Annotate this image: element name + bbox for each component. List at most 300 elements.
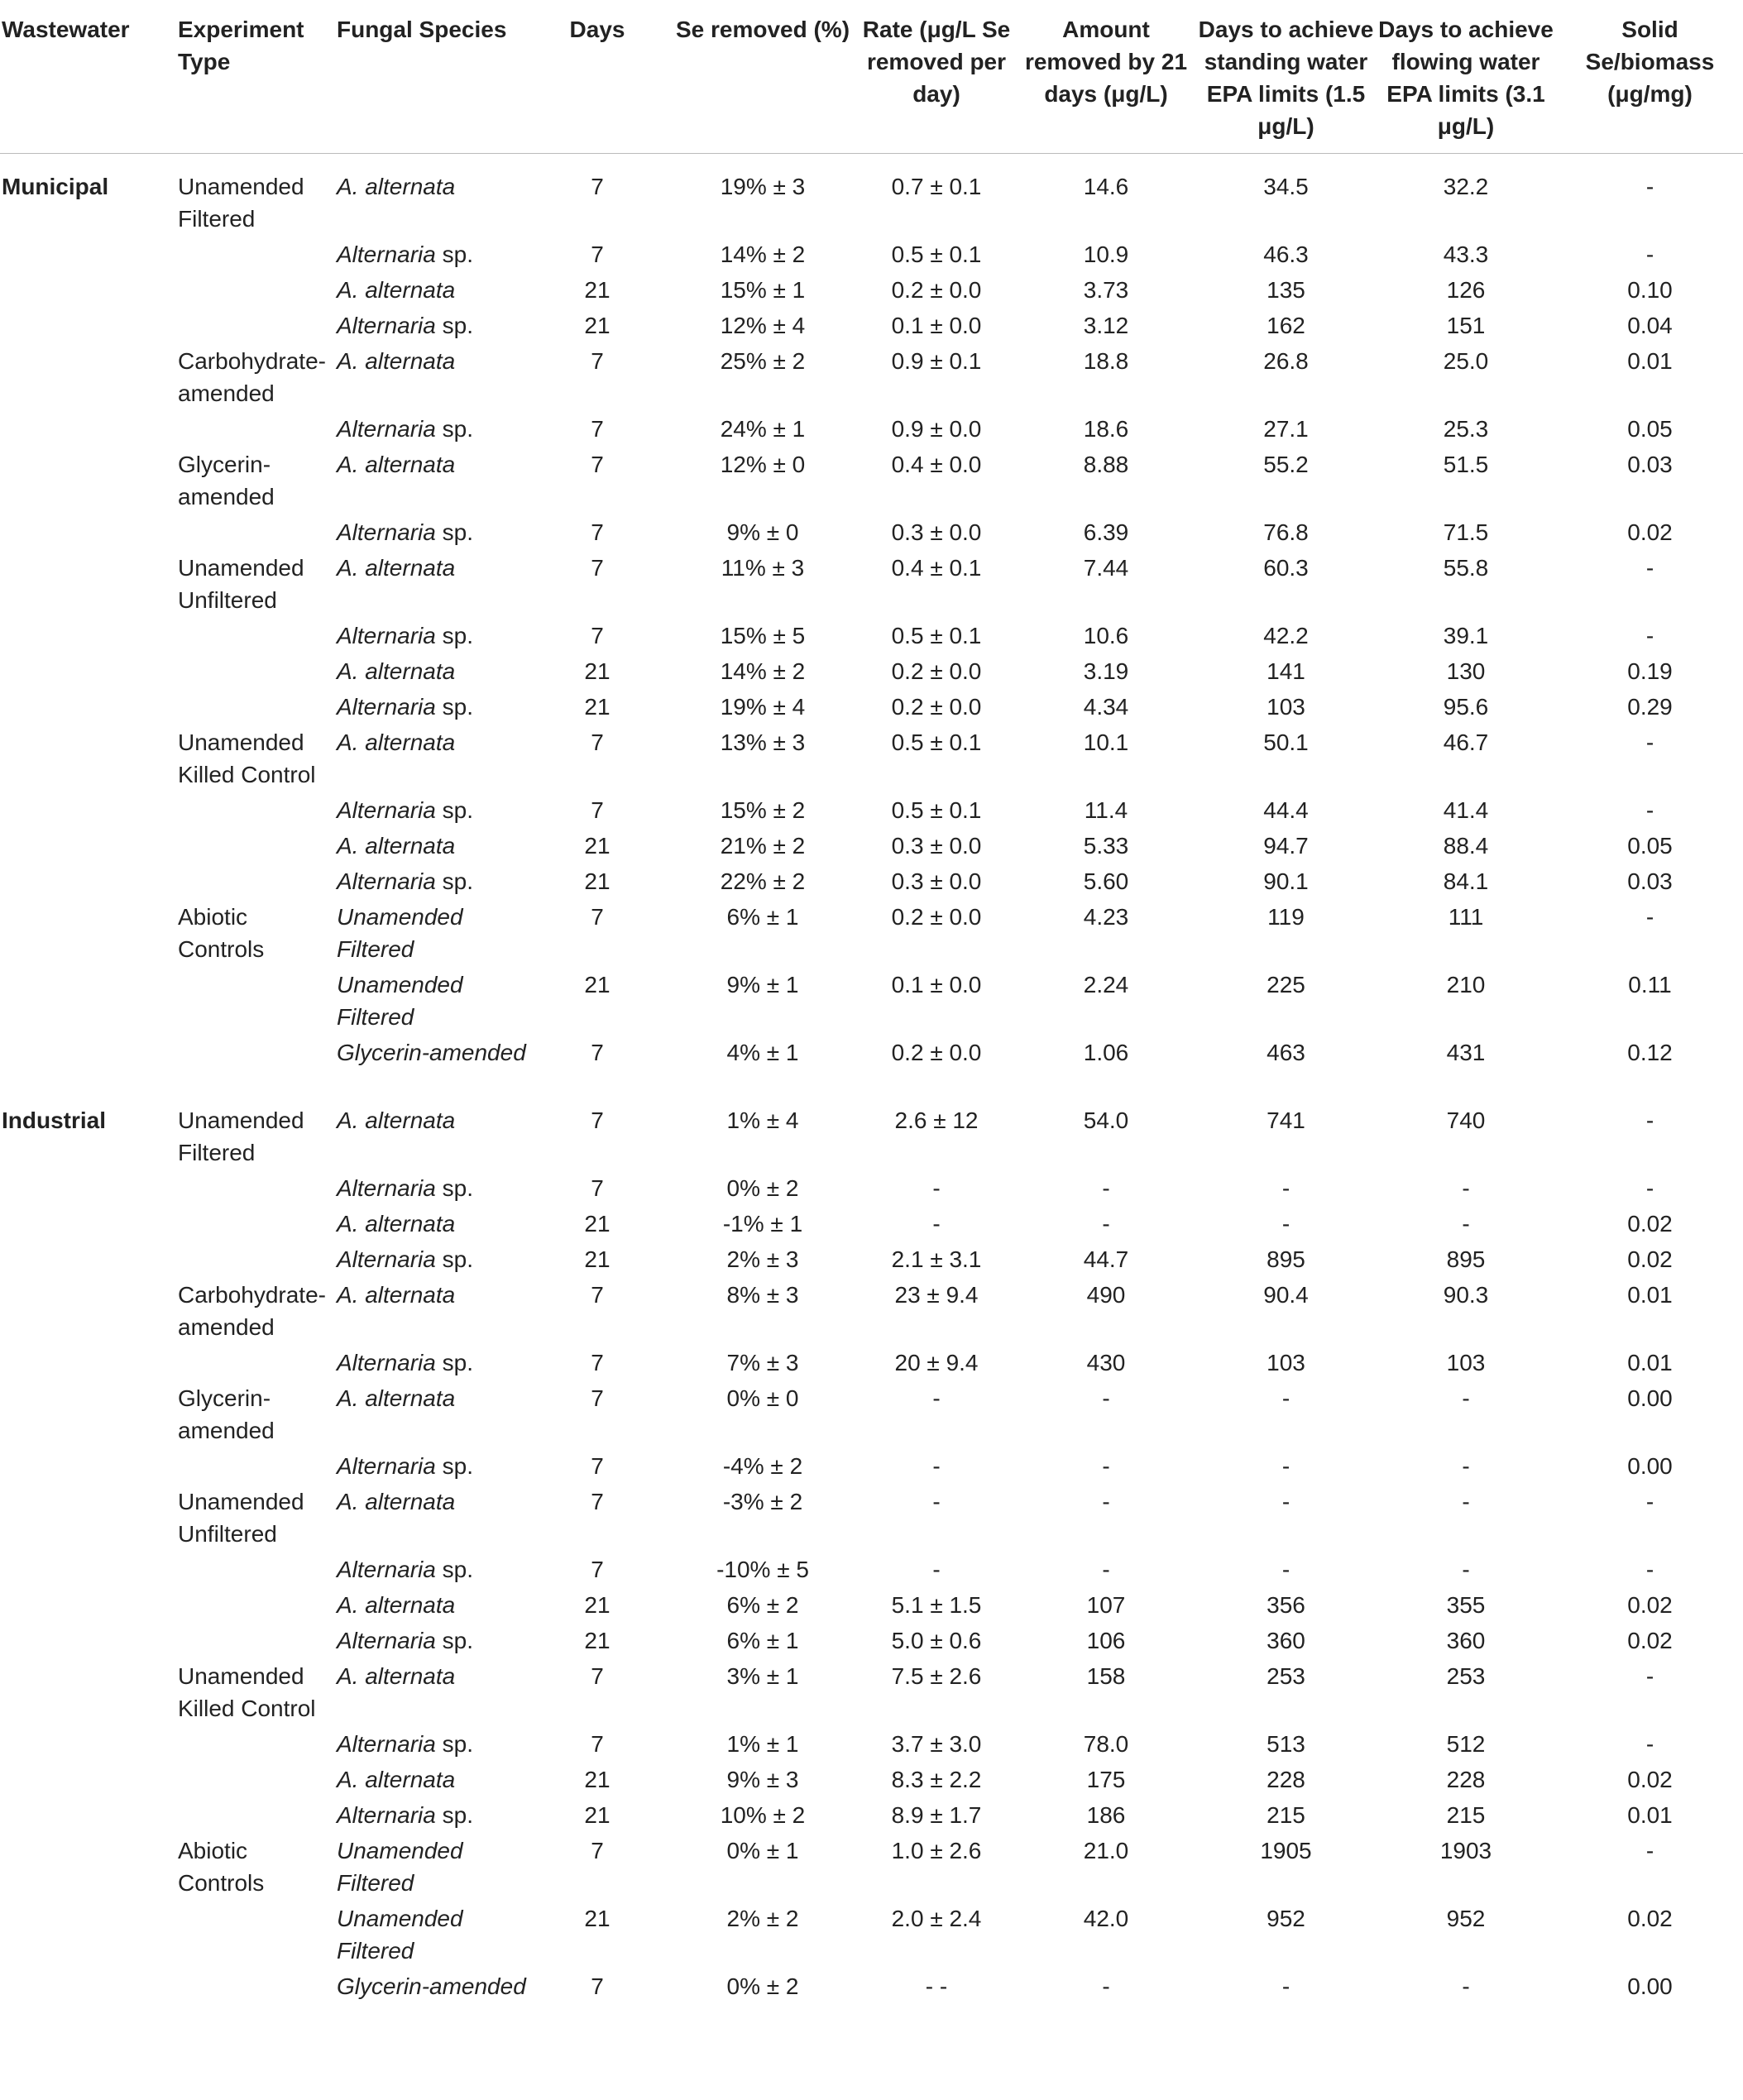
cell-amount-removed: 10.1 (1083, 729, 1129, 755)
cell-rate: 0.2 ± 0.0 (891, 904, 982, 930)
cell-fungal-species (337, 345, 527, 413)
cell-solid-se: 0.05 (1627, 833, 1673, 859)
cell-days-flowing: 111 (1448, 904, 1484, 930)
cell-days: 21 (584, 1802, 611, 1828)
cell-amount-removed: 107 (1086, 1592, 1126, 1618)
cell-days: 7 (591, 1838, 604, 1863)
cell-days-flowing: 151 (1446, 313, 1486, 338)
cell-experiment-type (178, 830, 337, 865)
cell-rate: 8.9 ± 1.7 (891, 1802, 982, 1828)
cell-amount-removed: 21.0 (1083, 1838, 1129, 1863)
cell-days-flowing: 25.0 (1443, 348, 1489, 374)
cell-amount-removed: 18.6 (1083, 416, 1129, 442)
cell-days: 7 (591, 729, 604, 755)
cell-fungal-species (337, 655, 527, 691)
cell-days-flowing: 88.4 (1443, 833, 1489, 859)
cell-se-removed: 14% ± 2 (720, 242, 806, 267)
table-row (0, 1799, 1743, 1835)
table-row (0, 1624, 1743, 1660)
cell-days: 7 (591, 1973, 604, 1999)
species-name: A. alternata (337, 348, 456, 374)
cell-wastewater (0, 1624, 178, 1660)
header-row (0, 0, 1743, 154)
cell-days: 21 (584, 1906, 611, 1931)
cell-days-flowing: - (1462, 1973, 1470, 1999)
cell-se-removed: 11% ± 3 (721, 555, 805, 581)
cell-experiment-type (178, 274, 337, 309)
cell-days-standing: 90.4 (1263, 1282, 1309, 1308)
species-name: Alternaria (337, 1175, 436, 1201)
species-suffix: sp. (435, 1802, 473, 1828)
species-suffix: sp. (435, 519, 473, 545)
cell-experiment-type: Glycerin-amended (178, 1385, 275, 1443)
header-experiment-type: Experiment Type (178, 0, 337, 154)
cell-amount-removed: 10.9 (1083, 242, 1129, 267)
cell-days-flowing: 512 (1446, 1731, 1486, 1757)
header-days: Days (527, 0, 668, 154)
cell-experiment-type (178, 1902, 337, 1970)
cell-days: 21 (584, 1211, 611, 1237)
cell-rate: - (932, 1211, 941, 1237)
cell-experiment-type: Unamended Unfiltered (178, 1489, 304, 1547)
species-suffix: sp. (435, 1350, 473, 1375)
cell-experiment-type (178, 1763, 337, 1799)
cell-fungal-species (337, 154, 527, 239)
cell-experiment-type: Carbohydrate-amended (178, 348, 326, 406)
header-se-removed: Se removed (%) (668, 0, 858, 154)
species-name: A. alternata (337, 555, 456, 581)
species-suffix: sp. (435, 416, 473, 442)
cell-rate: 0.5 ± 0.1 (891, 797, 982, 823)
species-name: Unamended Filtered (337, 1906, 463, 1964)
cell-days: 7 (591, 623, 604, 648)
cell-experiment-type (178, 1553, 337, 1589)
cell-solid-se: - (1645, 555, 1654, 581)
header-days-flowing: Days to achieve flowing water EPA limits (3.1 μg/L) (1375, 0, 1557, 154)
cell-wastewater (0, 969, 178, 1036)
cell-solid-se: 0.01 (1627, 1282, 1673, 1308)
cell-wastewater (0, 1485, 178, 1553)
cell-amount-removed: 4.23 (1083, 904, 1129, 930)
cell-days-standing: 90.1 (1263, 868, 1309, 894)
species-name: A. alternata (337, 1211, 456, 1237)
cell-se-removed: 9% ± 0 (726, 519, 799, 545)
cell-wastewater (0, 1172, 178, 1208)
cell-days-standing: 60.3 (1263, 555, 1309, 581)
cell-experiment-type (178, 1970, 337, 2038)
table-row (0, 1835, 1743, 1902)
cell-days: 21 (584, 1592, 611, 1618)
species-name: Alternaria (337, 1246, 436, 1272)
cell-days: 21 (584, 694, 611, 720)
cell-experiment-type (178, 413, 337, 448)
table-row (0, 1172, 1743, 1208)
cell-rate: 0.3 ± 0.0 (891, 519, 982, 545)
cell-days: 7 (591, 1282, 604, 1308)
cell-wastewater (0, 1763, 178, 1799)
cell-days: 21 (584, 313, 611, 338)
cell-solid-se: 0.02 (1627, 1592, 1673, 1618)
table-row (0, 154, 1743, 239)
cell-amount-removed: 14.6 (1083, 174, 1129, 199)
cell-rate: - (932, 1385, 941, 1411)
cell-se-removed: 12% ± 4 (720, 313, 806, 338)
cell-experiment-type (178, 1243, 337, 1279)
table-row (0, 552, 1743, 619)
table-row (0, 448, 1743, 516)
cell-solid-se: 0.01 (1627, 1350, 1673, 1375)
cell-days-standing: 34.5 (1263, 174, 1309, 199)
cell-solid-se: - (1645, 729, 1654, 755)
cell-rate: 0.4 ± 0.1 (891, 555, 982, 581)
cell-days-flowing: 360 (1446, 1628, 1486, 1653)
cell-fungal-species (337, 1243, 527, 1279)
cell-fungal-species (337, 865, 527, 901)
cell-rate: 20 ± 9.4 (894, 1350, 979, 1375)
cell-days: 21 (584, 868, 611, 894)
header-fungal-species: Fungal Species (337, 0, 527, 154)
cell-days-flowing: 71.5 (1443, 519, 1489, 545)
cell-se-removed: 13% ± 3 (720, 729, 806, 755)
cell-fungal-species (337, 619, 527, 655)
cell-se-removed: 0% ± 0 (726, 1385, 799, 1411)
cell-days-flowing: 55.8 (1443, 555, 1489, 581)
cell-wastewater (0, 1728, 178, 1763)
cell-fungal-species (337, 413, 527, 448)
cell-rate: 0.9 ± 0.0 (891, 416, 982, 442)
cell-amount-removed: 8.88 (1083, 452, 1129, 477)
species-suffix: sp. (435, 1246, 473, 1272)
cell-days-standing: 46.3 (1263, 242, 1309, 267)
cell-solid-se: - (1645, 1175, 1654, 1201)
cell-amount-removed: 490 (1086, 1282, 1126, 1308)
cell-amount-removed: 5.33 (1083, 833, 1129, 859)
cell-fungal-species (337, 1660, 527, 1728)
cell-se-removed: 6% ± 1 (726, 1628, 799, 1653)
cell-rate: 3.7 ± 3.0 (891, 1731, 982, 1757)
cell-days-flowing: 228 (1446, 1767, 1486, 1792)
cell-rate: 0.2 ± 0.0 (891, 277, 982, 303)
table-row (0, 1450, 1743, 1485)
cell-wastewater: Municipal (2, 174, 109, 199)
cell-se-removed: 2% ± 2 (726, 1906, 799, 1931)
cell-wastewater (0, 1553, 178, 1589)
cell-amount-removed: 42.0 (1083, 1906, 1129, 1931)
cell-experiment-type (178, 794, 337, 830)
cell-wastewater: Industrial (2, 1107, 107, 1133)
species-suffix: sp. (435, 1628, 473, 1653)
cell-experiment-type (178, 238, 337, 274)
cell-amount-removed: 3.19 (1083, 658, 1129, 684)
cell-rate: 0.3 ± 0.0 (891, 833, 982, 859)
cell-solid-se: - (1645, 1663, 1654, 1689)
table-row (0, 238, 1743, 274)
cell-days: 7 (591, 1107, 604, 1133)
cell-experiment-type (178, 1172, 337, 1208)
cell-wastewater (0, 448, 178, 516)
cell-wastewater (0, 309, 178, 345)
cell-solid-se: 0.02 (1627, 1211, 1673, 1237)
cell-fungal-species (337, 1835, 527, 1902)
cell-days-standing: 356 (1267, 1592, 1305, 1618)
cell-days-standing: 228 (1267, 1767, 1305, 1792)
cell-wastewater (0, 274, 178, 309)
cell-days-flowing: - (1462, 1211, 1470, 1237)
cell-amount-removed: - (1102, 1385, 1110, 1411)
cell-fungal-species (337, 274, 527, 309)
cell-solid-se: - (1645, 242, 1654, 267)
cell-fungal-species (337, 1208, 527, 1243)
table-row (0, 830, 1743, 865)
cell-days-standing: 162 (1267, 313, 1305, 338)
cell-days-flowing: - (1462, 1175, 1470, 1201)
table-row (0, 1036, 1743, 1104)
cell-amount-removed: - (1102, 1175, 1110, 1201)
species-name: A. alternata (337, 658, 456, 684)
cell-days-flowing: - (1462, 1385, 1470, 1411)
cell-days-flowing: 355 (1446, 1592, 1486, 1618)
species-suffix: sp. (435, 623, 473, 648)
species-suffix: sp. (435, 694, 473, 720)
cell-se-removed: 25% ± 2 (720, 348, 806, 374)
cell-days: 7 (591, 416, 604, 442)
cell-fungal-species (337, 1382, 527, 1450)
cell-amount-removed: 3.73 (1083, 277, 1129, 303)
cell-wastewater (0, 1589, 178, 1624)
cell-fungal-species (337, 1728, 527, 1763)
cell-days-standing: 215 (1267, 1802, 1305, 1828)
species-suffix: sp. (435, 242, 473, 267)
cell-amount-removed: 430 (1086, 1350, 1126, 1375)
cell-days-standing: 741 (1267, 1107, 1305, 1133)
cell-days: 7 (591, 1385, 604, 1411)
cell-wastewater (0, 865, 178, 901)
cell-se-removed: 12% ± 0 (720, 452, 806, 477)
cell-se-removed: 0% ± 2 (726, 1175, 799, 1201)
cell-se-removed: 6% ± 2 (726, 1592, 799, 1618)
cell-fungal-species (337, 691, 527, 726)
species-name: Alternaria (337, 1802, 436, 1828)
cell-solid-se: - (1645, 1838, 1654, 1863)
cell-days: 7 (591, 1175, 604, 1201)
cell-experiment-type (178, 1036, 337, 1104)
table-row (0, 969, 1743, 1036)
cell-days-standing: 44.4 (1263, 797, 1309, 823)
cell-days-standing: 895 (1267, 1246, 1305, 1272)
cell-days: 7 (591, 1489, 604, 1514)
cell-solid-se: 0.10 (1627, 277, 1673, 303)
species-name: A. alternata (337, 1385, 456, 1411)
cell-days-standing: 513 (1267, 1731, 1305, 1757)
cell-experiment-type (178, 1799, 337, 1835)
table-row (0, 274, 1743, 309)
cell-days-flowing: 215 (1446, 1802, 1486, 1828)
table-row (0, 1347, 1743, 1382)
cell-days: 7 (591, 1040, 604, 1065)
cell-days-flowing: 431 (1446, 1040, 1486, 1065)
cell-rate: 0.3 ± 0.0 (891, 868, 982, 894)
cell-fungal-species (337, 726, 527, 794)
cell-days-flowing: 43.3 (1443, 242, 1489, 267)
cell-wastewater (0, 1208, 178, 1243)
cell-days: 21 (584, 833, 611, 859)
cell-days: 7 (591, 904, 604, 930)
cell-amount-removed: - (1102, 1557, 1110, 1582)
cell-solid-se: 0.19 (1627, 658, 1673, 684)
cell-days: 21 (584, 1628, 611, 1653)
cell-wastewater (0, 552, 178, 619)
cell-rate: 0.1 ± 0.0 (891, 972, 982, 997)
cell-days: 7 (591, 1350, 604, 1375)
cell-days-flowing: 25.3 (1443, 416, 1489, 442)
cell-se-removed: 4% ± 1 (726, 1040, 799, 1065)
cell-days-flowing: 39.1 (1443, 623, 1489, 648)
cell-days-standing: 42.2 (1263, 623, 1309, 648)
cell-solid-se: - (1645, 1107, 1654, 1133)
species-name: Alternaria (337, 416, 436, 442)
cell-se-removed: 14% ± 2 (720, 658, 806, 684)
cell-days: 7 (591, 174, 604, 199)
species-name: Alternaria (337, 1557, 436, 1582)
cell-experiment-type: Unamended Unfiltered (178, 555, 304, 613)
cell-days-flowing: 126 (1446, 277, 1486, 303)
cell-solid-se: 0.12 (1627, 1040, 1673, 1065)
cell-se-removed: 21% ± 2 (720, 833, 806, 859)
cell-fungal-species (337, 1279, 527, 1347)
cell-days-standing: 103 (1267, 1350, 1305, 1375)
cell-experiment-type (178, 691, 337, 726)
cell-days-standing: - (1281, 1489, 1290, 1514)
cell-fungal-species (337, 901, 527, 969)
table-row (0, 1728, 1743, 1763)
cell-days-flowing: 41.4 (1443, 797, 1489, 823)
species-name: A. alternata (337, 1489, 456, 1514)
cell-days-standing: - (1281, 1385, 1290, 1411)
species-suffix: sp. (435, 868, 473, 894)
cell-experiment-type: Unamended Killed Control (178, 729, 316, 787)
table-row (0, 516, 1743, 552)
cell-days: 21 (584, 1767, 611, 1792)
cell-experiment-type (178, 1450, 337, 1485)
cell-days-flowing: 952 (1446, 1906, 1486, 1931)
cell-wastewater (0, 238, 178, 274)
cell-solid-se: 0.00 (1627, 1453, 1673, 1479)
cell-experiment-type (178, 969, 337, 1036)
cell-solid-se: - (1645, 904, 1654, 930)
cell-se-removed: 0% ± 2 (726, 1973, 799, 1999)
cell-rate: 0.5 ± 0.1 (891, 623, 982, 648)
cell-wastewater (0, 655, 178, 691)
cell-amount-removed: 54.0 (1083, 1107, 1129, 1133)
cell-fungal-species (337, 1450, 527, 1485)
cell-days-standing: 55.2 (1263, 452, 1309, 477)
cell-wastewater (0, 1382, 178, 1450)
cell-fungal-species (337, 309, 527, 345)
cell-se-removed: 24% ± 1 (720, 416, 806, 442)
cell-days-standing: 94.7 (1263, 833, 1309, 859)
cell-amount-removed: 5.60 (1083, 868, 1129, 894)
cell-se-removed: 7% ± 3 (726, 1350, 799, 1375)
cell-days: 7 (591, 452, 604, 477)
cell-experiment-type (178, 309, 337, 345)
cell-fungal-species (337, 794, 527, 830)
cell-se-removed: 22% ± 2 (720, 868, 806, 894)
cell-days-standing: 141 (1267, 658, 1305, 684)
cell-fungal-species (337, 1624, 527, 1660)
cell-wastewater (0, 1799, 178, 1835)
table-row (0, 345, 1743, 413)
cell-se-removed: -4% ± 2 (722, 1453, 803, 1479)
cell-days: 7 (591, 1557, 604, 1582)
cell-experiment-type (178, 655, 337, 691)
cell-days-standing: 1905 (1260, 1838, 1312, 1863)
cell-days: 21 (584, 1246, 611, 1272)
cell-fungal-species (337, 1763, 527, 1799)
cell-rate: - - (925, 1973, 948, 1999)
cell-fungal-species (337, 1902, 527, 1970)
cell-days: 21 (584, 277, 611, 303)
cell-amount-removed: 106 (1086, 1628, 1126, 1653)
header-wastewater: Wastewater (0, 0, 178, 154)
cell-wastewater (0, 691, 178, 726)
cell-experiment-type: Glycerin-amended (178, 452, 275, 509)
cell-days-standing: - (1281, 1211, 1290, 1237)
table-row (0, 1104, 1743, 1172)
cell-amount-removed: 18.8 (1083, 348, 1129, 374)
cell-se-removed: -3% ± 2 (722, 1489, 803, 1514)
cell-days-standing: 50.1 (1263, 729, 1309, 755)
cell-fungal-species (337, 1589, 527, 1624)
cell-fungal-species (337, 1970, 527, 2038)
cell-amount-removed: - (1102, 1453, 1110, 1479)
cell-solid-se: 0.00 (1627, 1385, 1673, 1411)
cell-amount-removed: - (1102, 1973, 1110, 1999)
cell-amount-removed: 1.06 (1083, 1040, 1129, 1065)
cell-amount-removed: 6.39 (1083, 519, 1129, 545)
cell-days-flowing: 210 (1446, 972, 1486, 997)
cell-wastewater (0, 516, 178, 552)
table-row (0, 1589, 1743, 1624)
table-row (0, 619, 1743, 655)
cell-days: 7 (591, 1453, 604, 1479)
species-suffix: sp. (435, 1731, 473, 1757)
species-name: A. alternata (337, 1592, 456, 1618)
cell-experiment-type (178, 865, 337, 901)
cell-rate: 5.1 ± 1.5 (891, 1592, 982, 1618)
cell-amount-removed: 158 (1086, 1663, 1126, 1689)
species-name: Unamended Filtered (337, 904, 463, 962)
cell-fungal-species (337, 1485, 527, 1553)
table-row (0, 1243, 1743, 1279)
cell-experiment-type (178, 516, 337, 552)
header-amount-removed: Amount removed by 21 days (μg/L) (1015, 0, 1197, 154)
cell-days-flowing: 253 (1446, 1663, 1486, 1689)
cell-rate: 0.2 ± 0.0 (891, 1040, 982, 1065)
cell-fungal-species (337, 1553, 527, 1589)
cell-wastewater (0, 726, 178, 794)
cell-days-standing: - (1281, 1557, 1290, 1582)
cell-days-standing: - (1281, 1175, 1290, 1201)
cell-fungal-species (337, 1799, 527, 1835)
cell-solid-se: 0.11 (1628, 972, 1672, 997)
cell-rate: 0.2 ± 0.0 (891, 658, 982, 684)
cell-se-removed: 1% ± 1 (726, 1731, 799, 1757)
cell-se-removed: 15% ± 5 (720, 623, 806, 648)
cell-days-standing: 463 (1267, 1040, 1305, 1065)
cell-rate: 2.6 ± 12 (894, 1107, 979, 1133)
table-row (0, 726, 1743, 794)
cell-wastewater (0, 1970, 178, 2038)
